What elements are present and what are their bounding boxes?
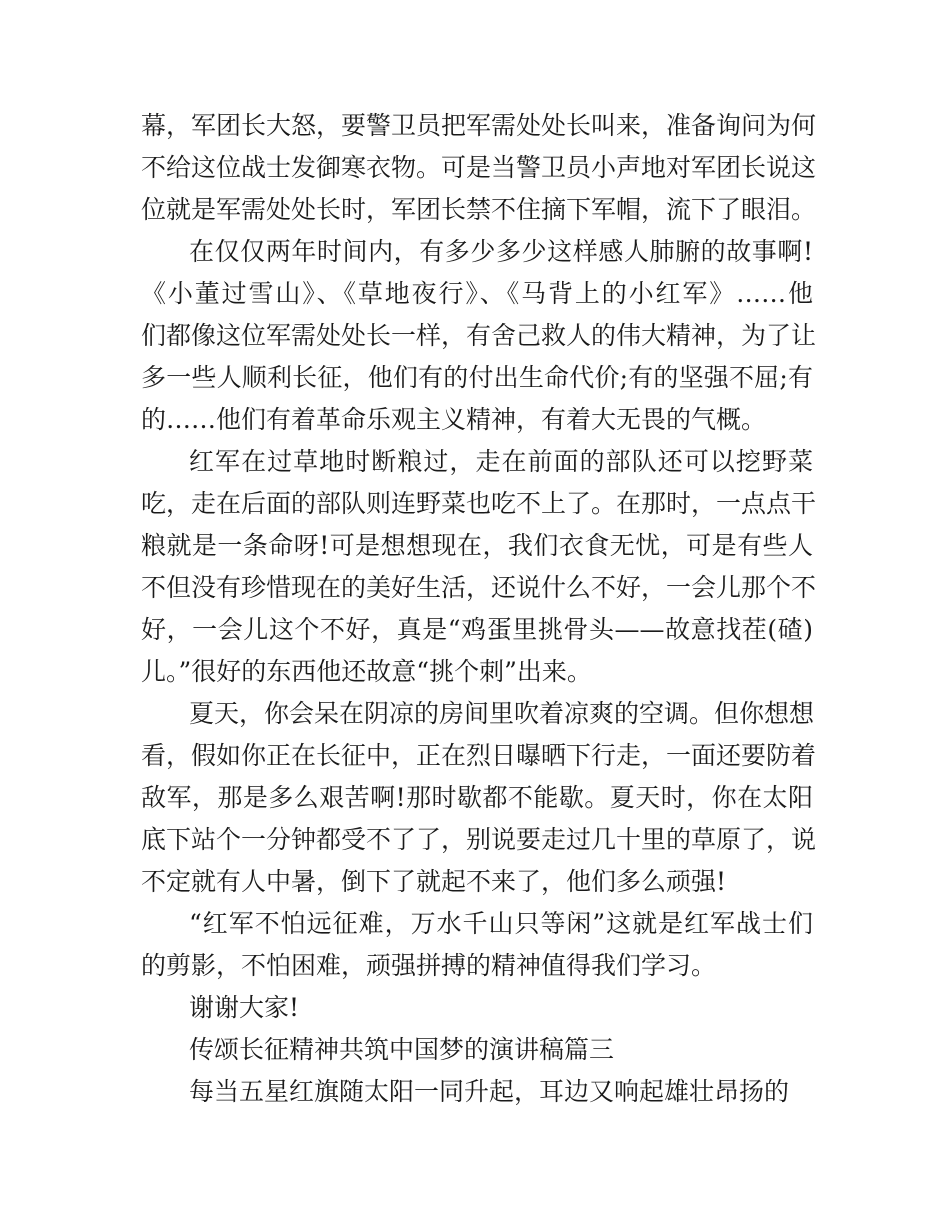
section-heading: 传颂长征精神共筑中国梦的演讲稿篇三 (189, 1035, 615, 1064)
text-line-15: 夏天，你会呆在阴凉的房间里吹着凉爽的空调。但你想想 (189, 699, 815, 728)
text-line-19: 不定就有人中暑，倒下了就起不来了，他们多么顽强! (141, 867, 727, 896)
text-line-12: 不但没有珍惜现在的美好生活，还说什么不好，一会儿那个不 (141, 573, 817, 602)
text-line-3: 位就是军需处处长时，军团长禁不住摘下军帽，流下了眼泪。 (141, 195, 817, 224)
text-line-13: 好，一会儿这个不好，真是“鸡蛋里挑骨头——故意找茬(碴) (141, 615, 813, 644)
text-line-21: 的剪影，不怕困难，顽强拼搏的精神值得我们学习。 (141, 951, 717, 980)
text-line-6: 们都像这位军需处处长一样，有舍己救人的伟大精神，为了让 (141, 321, 817, 350)
text-line-17: 敌军，那是多么艰苦啊!那时歇都不能歇。夏天时，你在太阳 (141, 783, 813, 812)
text-line-2: 不给这位战士发御寒衣物。可是当警卫员小声地对军团长说这 (141, 153, 817, 182)
text-line-11: 粮就是一条命呀!可是想想现在，我们衣食无忧，可是有些人 (141, 531, 813, 560)
text-line-4: 在仅仅两年时间内，有多少多少这样感人肺腑的故事啊! (189, 237, 813, 266)
text-line-22: 谢谢大家! (189, 993, 300, 1022)
document-body (141, 105, 817, 1113)
text-line-24: 每当五星红旗随太阳一同升起，耳边又响起雄壮昂扬的 (189, 1077, 790, 1106)
text-line-14: 儿。”很好的东西他还故意“挑个刺”出来。 (141, 657, 592, 686)
text-line-1: 幕，军团长大怒，要警卫员把军需处处长叫来，准备询问为何 (141, 111, 817, 140)
text-line-18: 底下站个一分钟都受不了了，别说要走过几十里的草原了，说 (141, 825, 817, 854)
text-line-20: “红军不怕远征难，万水千山只等闲”这就是红军战士们 (189, 909, 813, 938)
text-line-5: 《小董过雪山》、《草地夜行》、《马背上的小红军》……他 (141, 279, 813, 308)
text-line-8: 的……他们有着革命乐观主义精神，有着大无畏的气概。 (141, 405, 767, 434)
text-line-7: 多一些人顺利长征，他们有的付出生命代价;有的坚强不屈;有 (141, 363, 813, 392)
text-line-16: 看，假如你正在长征中，正在烈日曝晒下行走，一面还要防着 (141, 741, 817, 770)
text-line-9: 红军在过草地时断粮过，走在前面的部队还可以挖野菜 (189, 447, 813, 476)
text-line-10: 吃，走在后面的部队则连野菜也吃不上了。在那时，一点点干 (141, 489, 817, 518)
